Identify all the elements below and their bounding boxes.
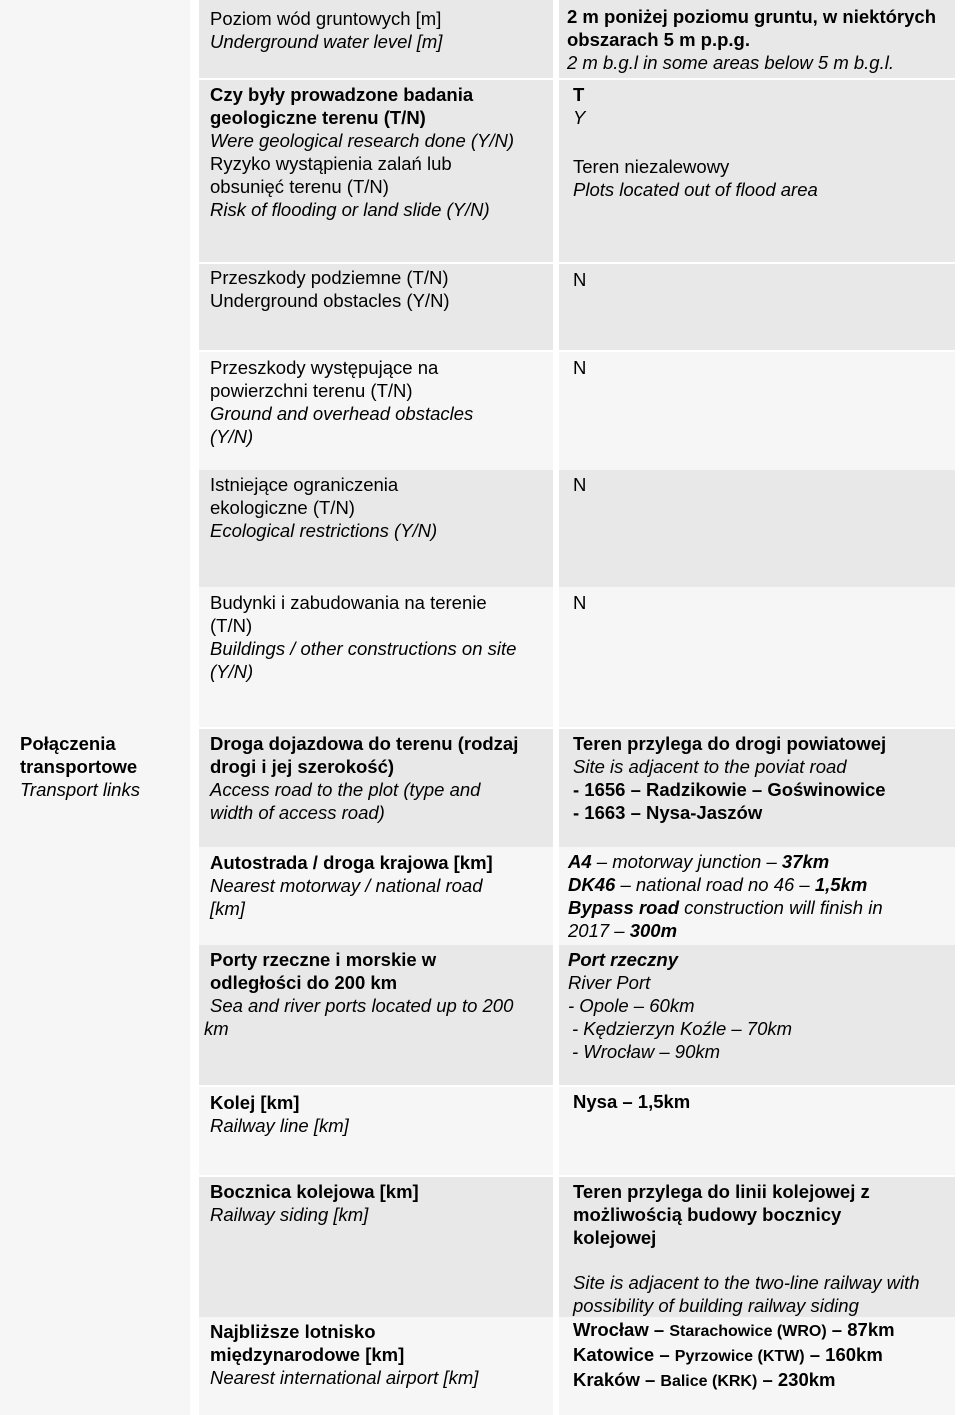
underground-value-cell — [559, 264, 955, 350]
airport-1-dash: – — [648, 1319, 670, 1340]
airport-2-city: Katowice — [573, 1344, 655, 1365]
geo-research-value-pl: T — [573, 84, 585, 105]
eco-value: N — [573, 474, 587, 495]
groundwater-value-pl: 2 m poniżej poziomu gruntu, w niektórych obszarach 5 m p.p.g. — [567, 6, 936, 50]
groundwater-label-cell — [199, 0, 553, 78]
siding-value-cell — [559, 1177, 955, 1317]
flood-risk-value-en: Plots located out of flood area — [573, 179, 818, 200]
access-road-label-pl: Droga dojazdowa do terenu (rodzaj drogi i jej szerokość) — [210, 733, 519, 777]
motorway-label-pl: Autostrada / droga krajowa [km] — [210, 852, 493, 873]
motorway-l1-a: A4 — [568, 851, 592, 872]
groundwater-value-cell — [559, 0, 955, 78]
underground-label-en: Underground obstacles (Y/N) — [210, 290, 450, 311]
motorway-l2-c: 1,5km — [814, 874, 868, 895]
access-road-label-cell — [199, 729, 553, 847]
airport-line-3 — [573, 1368, 955, 1393]
geo-research-value-en: Y — [573, 107, 586, 128]
airport-1-city: Wrocław — [573, 1319, 649, 1340]
surface-label-en: Ground and overhead obstacles (Y/N) — [210, 403, 474, 447]
access-road-value-pl: Teren przylega do drogi powiatowej — [573, 733, 887, 754]
siding-label-pl: Bocznica kolejowa [km] — [210, 1181, 419, 1202]
groundwater-value-en: 2 m b.g.l in some areas below 5 m b.g.l. — [567, 52, 894, 73]
buildings-label-cell — [199, 587, 553, 727]
buildings-label-en: Buildings / other constructions on site (Y/N) — [210, 638, 517, 682]
motorway-l3-b: construction will finish in 2017 – — [568, 897, 883, 941]
motorway-l3-c: 300m — [629, 920, 678, 941]
motorway-line-1 — [568, 850, 935, 873]
airport-3-city: Kraków — [573, 1369, 640, 1390]
surface-value: N — [573, 357, 587, 378]
eco-value-cell — [559, 470, 955, 587]
railway-label-cell — [199, 1087, 553, 1175]
ports-label-cell — [199, 945, 553, 1085]
ports-title-en: River Port — [568, 972, 651, 993]
airport-1-dist: – 87km — [826, 1319, 895, 1340]
siding-label-cell — [199, 1177, 553, 1317]
underground-value: N — [573, 269, 587, 290]
transport-section-cell — [0, 729, 190, 849]
buildings-value: N — [573, 592, 587, 613]
airport-value-cell — [559, 1317, 955, 1415]
eco-label-en: Ecological restrictions (Y/N) — [210, 520, 438, 541]
airport-label-pl: Najbliższe lotnisko międzynarodowe [km] — [210, 1321, 405, 1365]
motorway-l2-a: DK46 — [568, 874, 616, 895]
railway-label-pl: Kolej [km] — [210, 1092, 300, 1113]
flood-risk-label-pl: Ryzyko wystąpienia zalań lub obsunięć terenu (T/N) — [210, 153, 452, 197]
transport-section-pl: Połączenia transportowe — [20, 733, 138, 777]
left-column-top — [0, 0, 190, 727]
siding-value-en: Site is adjacent to the two-line railway with possibility of building railway siding — [573, 1272, 920, 1316]
ports-value-cell — [559, 945, 955, 1085]
groundwater-label-pl: Poziom wód gruntowych [m] — [210, 8, 442, 29]
airport-label-en: Nearest international airport [km] — [210, 1367, 479, 1388]
ports-label-pl: Porty rzeczne i morskie w odległości do 200 km — [210, 949, 437, 993]
airport-3-dash: – — [639, 1369, 661, 1390]
underground-label-cell — [199, 264, 553, 350]
access-road-1: - 1656 – Radzikowie – Goświnowice — [573, 779, 886, 800]
motorway-l1-c: 37km — [781, 851, 830, 872]
port-1: - Opole – 60km — [568, 995, 695, 1016]
geo-flood-value-cell — [559, 80, 955, 262]
motorway-label-cell — [199, 847, 553, 945]
surface-label-pl: Przeszkody występujące na powierzchni terenu (T/N) — [210, 357, 439, 401]
underground-label-pl: Przeszkody podziemne (T/N) — [210, 267, 449, 288]
surface-label-cell — [199, 352, 553, 470]
motorway-line-2 — [568, 873, 935, 896]
airport-1-name: Starachowice (WRO) — [669, 1323, 827, 1340]
transport-section-en: Transport links — [20, 779, 140, 800]
railway-label-en: Railway line [km] — [210, 1115, 349, 1136]
eco-label-cell — [199, 470, 553, 587]
airport-2-name: Pyrzowice (KTW) — [674, 1348, 805, 1365]
ports-title-pl: Port rzeczny — [568, 949, 679, 970]
railway-value: Nysa – 1,5km — [573, 1091, 691, 1112]
geo-flood-label-cell — [199, 80, 553, 262]
ports-label-en: Sea and river ports located up to 200 km — [204, 995, 514, 1039]
motorway-line-3 — [568, 896, 918, 942]
airport-3-dist: – 230km — [757, 1369, 836, 1390]
airport-line-2 — [573, 1343, 955, 1368]
surface-value-cell — [559, 352, 955, 470]
airport-2-dist: – 160km — [804, 1344, 883, 1365]
geo-research-label-pl: Czy były prowadzone badania geologiczne terenu (T/N) — [210, 84, 474, 128]
buildings-label-pl: Budynki i zabudowania na terenie (T/N) — [210, 592, 487, 636]
buildings-value-cell — [559, 587, 955, 727]
flood-risk-label-en: Risk of flooding or land slide (Y/N) — [210, 199, 490, 220]
motorway-l2-b: – national road no 46 – — [615, 874, 815, 895]
airport-3-name: Balice (KRK) — [660, 1373, 758, 1390]
siding-label-en: Railway siding [km] — [210, 1204, 369, 1225]
railway-value-cell — [559, 1087, 955, 1175]
motorway-value-cell — [559, 847, 955, 945]
access-road-value-cell — [559, 729, 955, 847]
access-road-2: - 1663 – Nysa-Jaszów — [573, 802, 763, 823]
airport-label-cell — [199, 1317, 553, 1415]
motorway-label-en: Nearest motorway / national road [km] — [210, 875, 483, 919]
motorway-l3-a: Bypass road — [568, 897, 680, 918]
motorway-l1-b: – motorway junction – — [591, 851, 782, 872]
eco-label-pl: Istniejące ograniczenia ekologiczne (T/N) — [210, 474, 399, 518]
airport-line-1 — [573, 1318, 955, 1343]
geo-research-label-en: Were geological research done (Y/N) — [210, 130, 515, 151]
airport-2-dash: – — [654, 1344, 675, 1365]
siding-value-pl: Teren przylega do linii kolejowej z możliwością budowy bocznicy kolejowej — [573, 1181, 870, 1248]
groundwater-label-en: Underground water level [m] — [210, 31, 443, 52]
port-3: - Wrocław – 90km — [572, 1041, 721, 1062]
access-road-label-en: Access road to the plot (type and width of access road) — [210, 779, 481, 823]
port-2: - Kędzierzyn Koźle – 70km — [572, 1018, 793, 1039]
flood-risk-value-pl: Teren niezalewowy — [573, 156, 730, 177]
access-road-value-en: Site is adjacent to the poviat road — [573, 756, 847, 777]
